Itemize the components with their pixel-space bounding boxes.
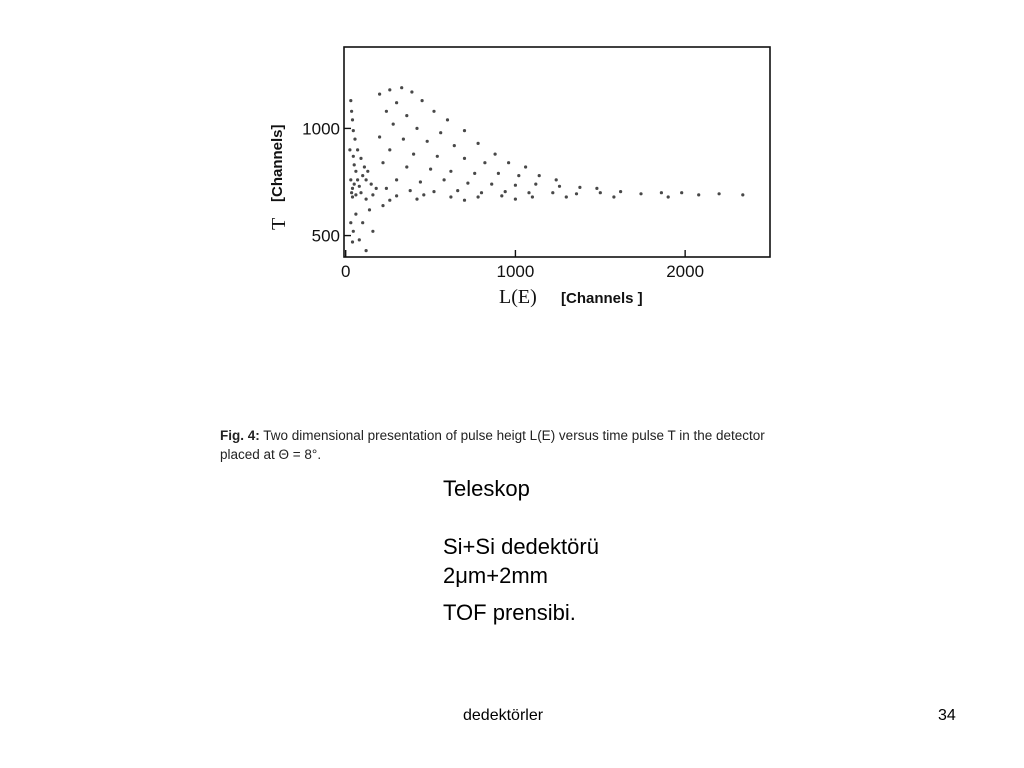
scatter-point (494, 153, 497, 156)
slide-notes (443, 474, 599, 627)
scatter-point (446, 118, 449, 121)
caption-figure-label: Fig. 4: (220, 428, 260, 443)
scatter-point (353, 163, 356, 166)
scatter-point (359, 191, 362, 194)
scatter-figure (255, 40, 785, 315)
scatter-point (466, 182, 469, 185)
scatter-point (463, 129, 466, 132)
scatter-plot (255, 40, 785, 315)
scatter-point (449, 195, 452, 198)
scatter-point (463, 157, 466, 160)
scatter-point (353, 183, 356, 186)
y-tick-label: 500 (311, 226, 340, 246)
scatter-point (507, 161, 510, 164)
scatter-point (612, 195, 615, 198)
plot-frame (344, 47, 770, 257)
scatter-point (361, 221, 364, 224)
scatter-point (497, 172, 500, 175)
scatter-point (388, 199, 391, 202)
scatter-point (356, 178, 359, 181)
scatter-point (667, 195, 670, 198)
scatter-point (400, 86, 403, 89)
scatter-point (477, 142, 480, 145)
scatter-point (395, 101, 398, 104)
scatter-point (436, 155, 439, 158)
scatter-point (385, 110, 388, 113)
y-axis-title: T (268, 217, 290, 230)
scatter-point (352, 129, 355, 132)
scatter-point (354, 213, 357, 216)
scatter-point (359, 157, 362, 160)
scatter-point (660, 191, 663, 194)
caption-line-1 (220, 426, 820, 445)
scatter-point (368, 208, 371, 211)
scatter-point (366, 170, 369, 173)
scatter-point (352, 155, 355, 158)
scatter-point (349, 178, 352, 181)
scatter-point (514, 198, 517, 201)
scatter-point (385, 187, 388, 190)
scatter-point (490, 183, 493, 186)
note-teleskop: Teleskop (443, 476, 530, 501)
scatter-point (531, 195, 534, 198)
x-tick-label: 1000 (496, 262, 535, 281)
scatter-point (463, 199, 466, 202)
scatter-point (395, 194, 398, 197)
scatter-point (409, 189, 412, 192)
x-tick-label: 2000 (666, 262, 705, 281)
scatter-point (361, 174, 364, 177)
scatter-point (365, 178, 368, 181)
scatter-point (595, 187, 598, 190)
x-axis-ticks (341, 250, 704, 281)
caption-text-1: Two dimensional presentation of pulse heigt L(E) versus time pulse T in the detector (263, 428, 765, 443)
scatter-point (415, 127, 418, 130)
scatter-point (395, 178, 398, 181)
x-axis-title: L(E) (499, 286, 537, 308)
scatter-point (426, 140, 429, 143)
scatter-point (356, 148, 359, 151)
scatter-point (534, 183, 537, 186)
scatter-point (429, 168, 432, 171)
scatter-point (565, 195, 568, 198)
note-tof: TOF prensibi. (443, 600, 576, 625)
scatter-point (348, 148, 351, 151)
scatter-point (421, 99, 424, 102)
scatter-point (388, 148, 391, 151)
scatter-point (378, 93, 381, 96)
scatter-point (415, 198, 418, 201)
scatter-point (473, 172, 476, 175)
scatter-point (449, 170, 452, 173)
scatter-point (388, 88, 391, 91)
scatter-point (551, 191, 554, 194)
scatter-point (350, 191, 353, 194)
scatter-point (456, 189, 459, 192)
scatter-point (514, 184, 517, 187)
scatter-point (371, 230, 374, 233)
scatter-point (381, 161, 384, 164)
page-number: 34 (938, 707, 956, 724)
scatter-point (538, 174, 541, 177)
scatter-point (392, 123, 395, 126)
scatter-point (517, 174, 520, 177)
scatter-point (500, 194, 503, 197)
scatter-point (349, 99, 352, 102)
figure-caption (220, 426, 820, 464)
scatter-point (354, 193, 357, 196)
scatter-point (351, 195, 354, 198)
data-points (348, 86, 744, 252)
scatter-point (741, 193, 744, 196)
scatter-point (480, 191, 483, 194)
scatter-point (555, 178, 558, 181)
scatter-point (405, 165, 408, 168)
scatter-point (351, 118, 354, 121)
scatter-point (358, 185, 361, 188)
scatter-point (697, 193, 700, 196)
scatter-point (351, 240, 354, 243)
y-tick-label: 1000 (302, 119, 340, 139)
footer-title: dedektörler (463, 707, 544, 724)
scatter-point (578, 186, 581, 189)
scatter-point (349, 221, 352, 224)
scatter-point (558, 185, 561, 188)
scatter-point (352, 230, 355, 233)
scatter-point (371, 193, 374, 196)
scatter-point (432, 190, 435, 193)
scatter-point (419, 180, 422, 183)
note-thickness: 2μm+2mm (443, 563, 548, 588)
scatter-point (365, 249, 368, 252)
scatter-point (365, 198, 368, 201)
scatter-point (375, 187, 378, 190)
scatter-point (412, 153, 415, 156)
scatter-point (619, 190, 622, 193)
scatter-point (718, 192, 721, 195)
y-axis-unit: [Channels] (269, 124, 286, 202)
scatter-point (504, 190, 507, 193)
scatter-point (432, 110, 435, 113)
scatter-point (381, 204, 384, 207)
scatter-point (402, 138, 405, 141)
x-tick-label: 0 (340, 262, 351, 281)
scatter-point (483, 161, 486, 164)
scatter-point (363, 165, 366, 168)
scatter-point (639, 192, 642, 195)
scatter-point (358, 238, 361, 241)
scatter-point (680, 191, 683, 194)
note-detector: Si+Si dedektörü (443, 534, 599, 559)
scatter-point (354, 170, 357, 173)
scatter-point (378, 135, 381, 138)
scatter-point (350, 110, 353, 113)
note-spacer (443, 503, 599, 532)
caption-line-2: placed at Θ = 8°. (220, 447, 322, 462)
scatter-point (599, 191, 602, 194)
x-axis-unit: [Channels ] (561, 290, 643, 307)
scatter-point (439, 131, 442, 134)
scatter-point (405, 114, 408, 117)
scatter-point (443, 178, 446, 181)
scatter-point (477, 195, 480, 198)
scatter-point (370, 183, 373, 186)
scatter-point (524, 165, 527, 168)
scatter-point (353, 138, 356, 141)
scatter-point (351, 187, 354, 190)
scatter-point (410, 90, 413, 93)
scatter-point (453, 144, 456, 147)
scatter-point (527, 191, 530, 194)
scatter-point (575, 192, 578, 195)
scatter-point (422, 193, 425, 196)
